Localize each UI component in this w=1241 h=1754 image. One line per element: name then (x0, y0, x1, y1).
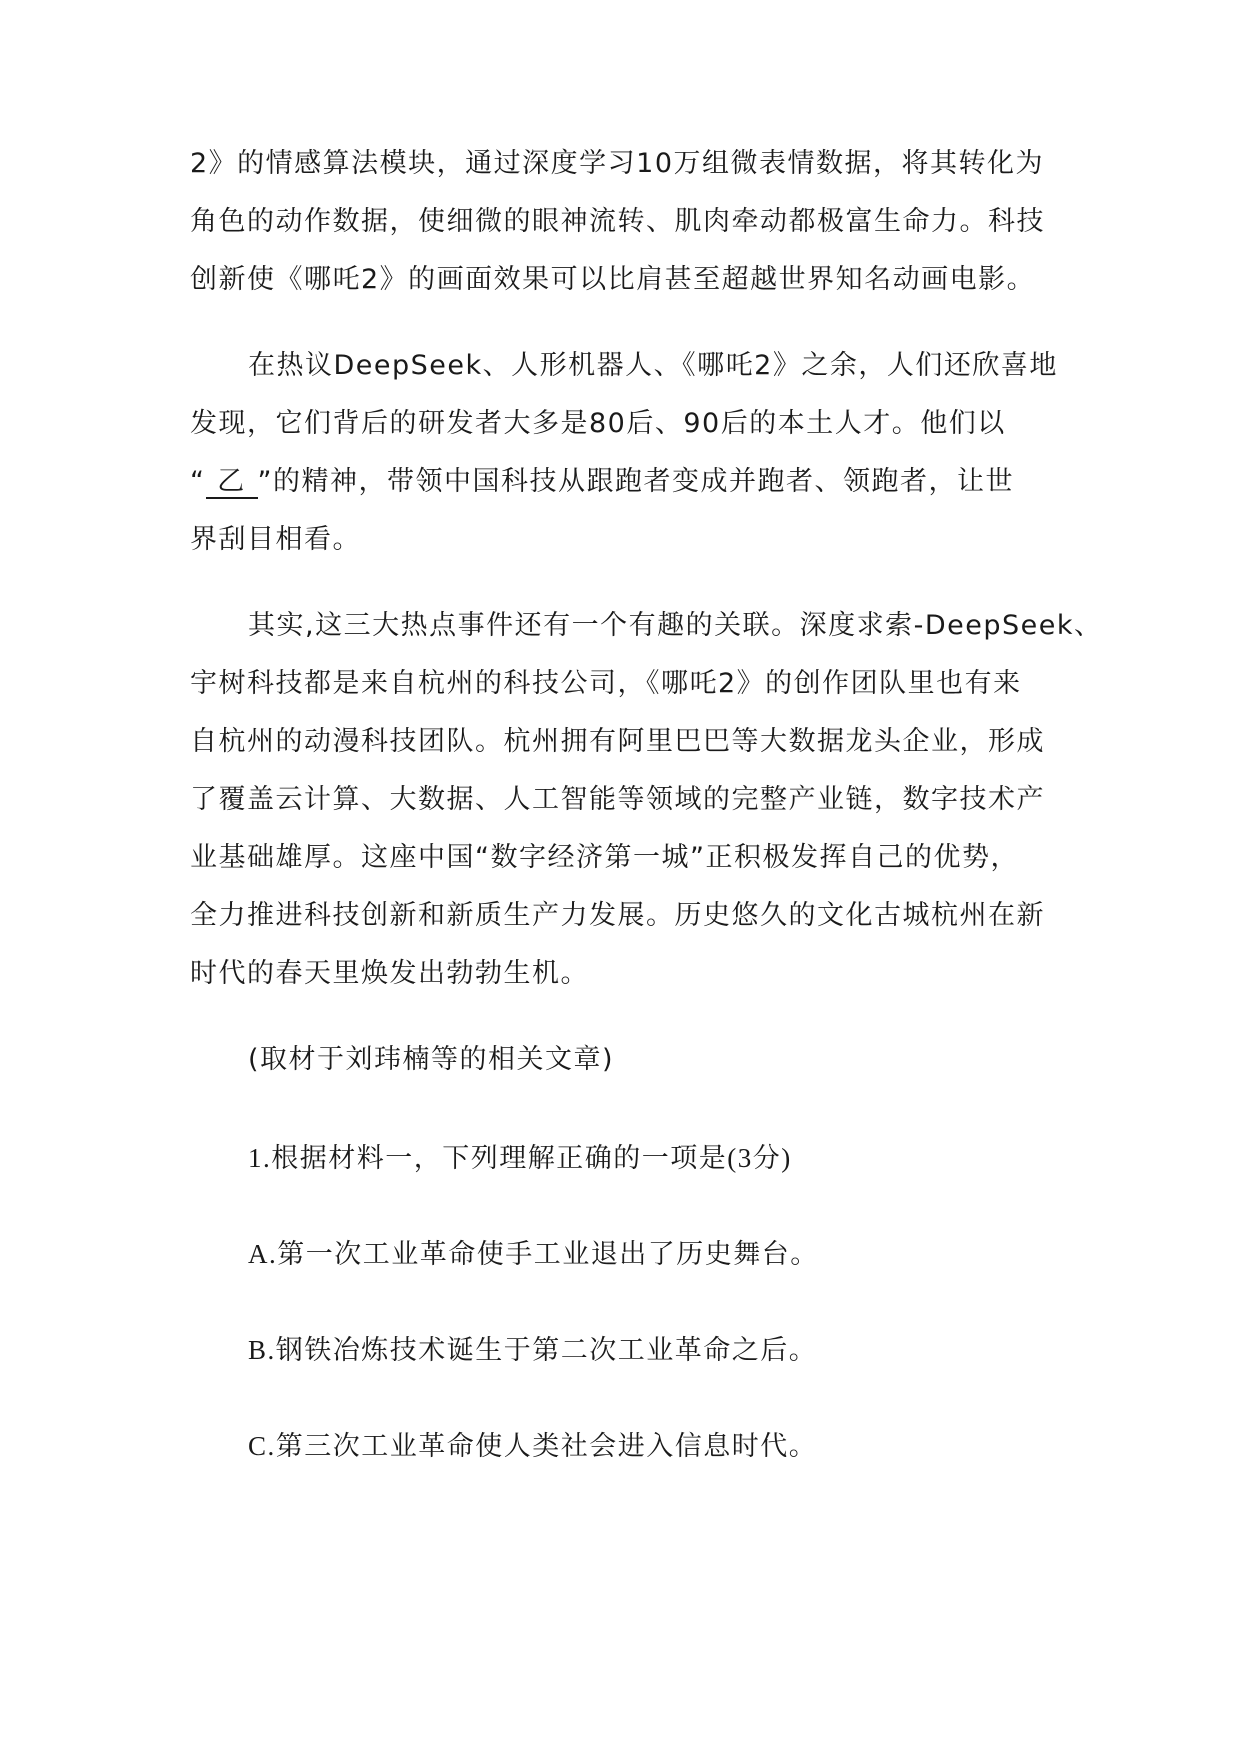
paragraph-1-line-1: 2》的情感算法模块，通过深度学习10万组微表情数据，将其转化为 (190, 148, 1045, 179)
paragraph-3-line-3: 自杭州的动漫科技团队。杭州拥有阿里巴巴等大数据龙头企业，形成 (190, 726, 1045, 757)
paragraph-3-line-7: 时代的春天里焕发出勃勃生机。 (190, 958, 589, 989)
option-c: C.第三次工业革命使人类社会进入信息时代。 (248, 1431, 818, 1461)
open-quote: “ (190, 466, 206, 497)
paragraph-2-line-3-text: ”的精神，带领中国科技从跟跑者变成并跑者、领跑者，让世 (257, 466, 1014, 497)
paragraph-2-line-3 (190, 464, 1014, 500)
paragraph-3-line-5: 业基础雄厚。这座中国“数字经济第一城”正积极发挥自己的优势， (190, 842, 1019, 873)
paragraph-2-line-1: 在热议DeepSeek、人形机器人、《哪吒2》之余，人们还欣喜地 (248, 350, 1058, 381)
option-b: B.钢铁冶炼技术诞生于第二次工业革命之后。 (248, 1335, 818, 1365)
paragraph-3-line-6: 全力推进科技创新和新质生产力发展。历史悠久的文化古城杭州在新 (190, 900, 1045, 931)
fill-in-blank: 乙 (206, 467, 258, 499)
paragraph-1-line-3: 创新使《哪吒2》的画面效果可以比肩甚至超越世界知名动画电影。 (190, 264, 1036, 295)
question-stem: 1.根据材料一，下列理解正确的一项是(3分) (248, 1143, 792, 1173)
paragraph-3-line-4: 了覆盖云计算、大数据、人工智能等领域的完整产业链，数字技术产 (190, 784, 1045, 815)
option-a: A.第一次工业革命使手工业退出了历史舞台。 (248, 1239, 819, 1269)
source-note: (取材于刘玮楠等的相关文章) (248, 1044, 615, 1075)
paragraph-3-line-2: 宇树科技都是来自杭州的科技公司，《哪吒2》的创作团队里也有来 (190, 668, 1022, 699)
paragraph-1-line-2: 角色的动作数据，使细微的眼神流转、肌肉牵动都极富生命力。科技 (190, 206, 1045, 237)
paragraph-2-line-2: 发现，它们背后的研发者大多是80后、90后的本土人才。他们以 (190, 408, 1006, 439)
paragraph-3-line-1: 其实,这三大热点事件还有一个有趣的关联。深度求索-DeepSeek、 (248, 610, 1103, 641)
paragraph-2-line-4: 界刮目相看。 (190, 524, 361, 555)
